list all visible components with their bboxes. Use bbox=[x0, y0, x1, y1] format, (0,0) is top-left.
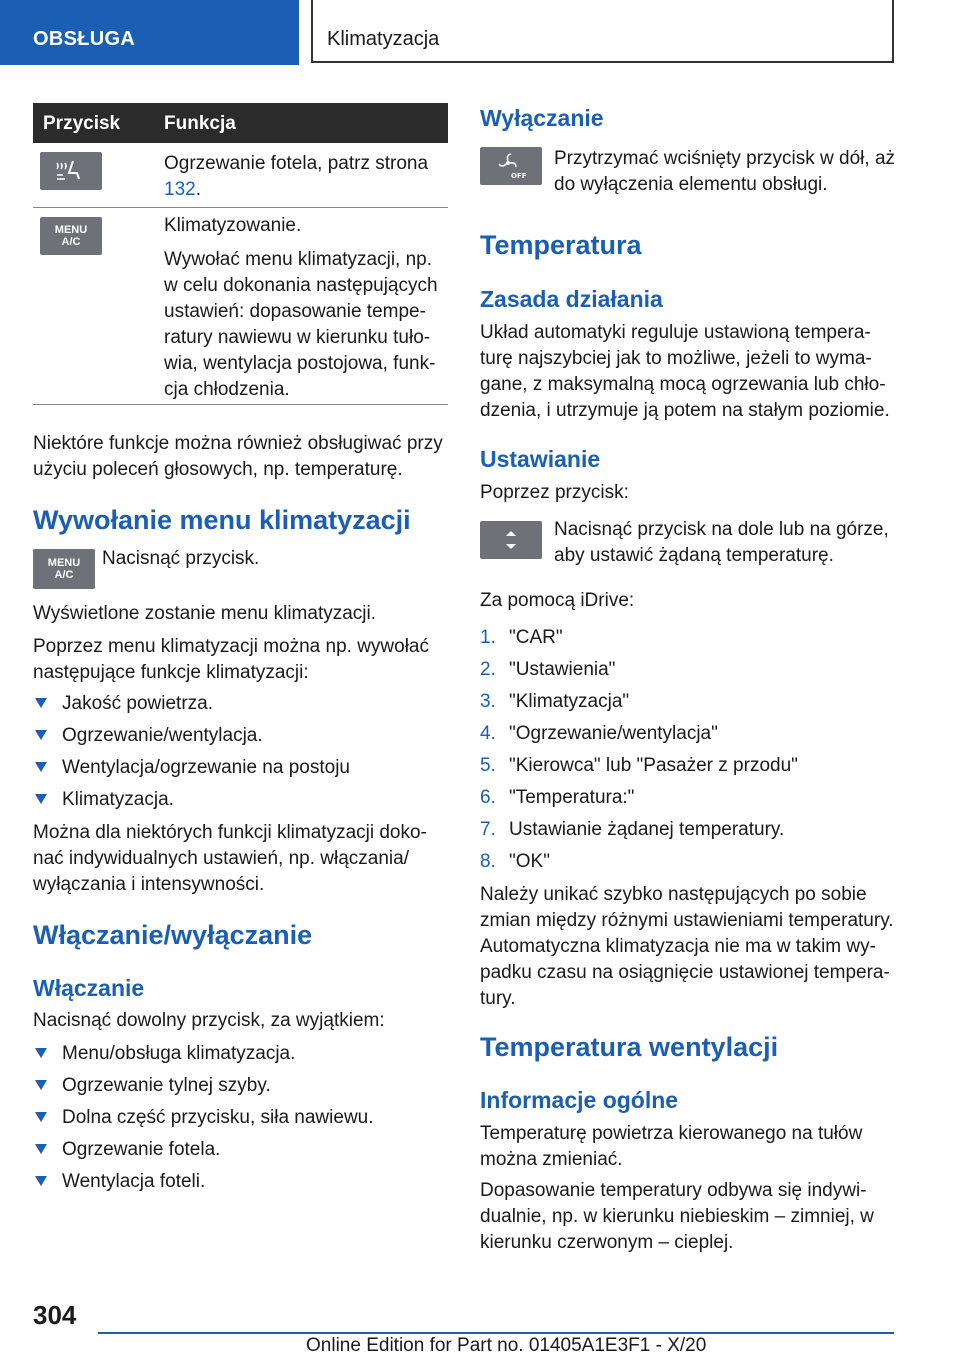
list-item: 1. "CAR" bbox=[480, 627, 563, 648]
page-number: 304 bbox=[33, 1300, 77, 1330]
footer-edition: Online Edition for Part no. 01405A1E3F1 - X/20 bbox=[306, 1335, 707, 1356]
via-idrive-text: Za pomocą iDrive: bbox=[480, 590, 635, 611]
bullet-triangle-icon bbox=[35, 762, 47, 772]
bullet-triangle-icon bbox=[35, 1144, 47, 1154]
list-item: 7. Ustawianie żądanej temperatury. bbox=[480, 819, 785, 840]
list-item: 6. "Temperatura:" bbox=[480, 787, 635, 808]
list-item: Dolna część przycisku, siła nawiewu. bbox=[33, 1105, 448, 1137]
list-item: 3. "Klimatyzacja" bbox=[480, 691, 630, 712]
seat-heating-button-icon bbox=[40, 152, 102, 190]
table-header bbox=[33, 103, 448, 143]
menu-ac-button-icon: MENU A/C bbox=[40, 217, 102, 255]
table-row-seat-heating: Ogrzewanie fotela, patrz strona 132. bbox=[164, 153, 429, 200]
individual-settings-text: Można dla niektórych funkcji klimatyzacji doko- nać indywidualnych ustawień, np. włączania/ wyłączania i intensywności. bbox=[33, 822, 427, 895]
heading-on-off: Włączanie/wyłączanie bbox=[33, 920, 313, 950]
adjust-text: Dopasowanie temperatury odbywa się indywi- dualnie, np. w kierunku niebieskim – zimniej, w kierunku czerwonym – cieplej. bbox=[480, 1180, 874, 1253]
bullet-triangle-icon bbox=[35, 794, 47, 804]
list-item: Wentylacja foteli. bbox=[33, 1169, 448, 1201]
bullet-triangle-icon bbox=[35, 1112, 47, 1122]
bullet-triangle-icon bbox=[35, 698, 47, 708]
voice-note: Niektóre funkcje można również obsługiwać przy użyciu poleceń głosowych, np. temperaturę. bbox=[33, 433, 443, 480]
list-item: Menu/obsługa klimatyzacja. bbox=[33, 1041, 448, 1073]
section-tab bbox=[0, 0, 299, 65]
menu-shown-text: Wyświetlone zostanie menu klimatyzacji. bbox=[33, 603, 377, 624]
section-title: OBSŁUGA bbox=[33, 28, 136, 50]
list-item: Wentylacja/ogrzewanie na postoju bbox=[33, 755, 448, 787]
menu-intro-text: Poprzez menu klimatyzacji można np. wywołać następujące funkcje klimatyzacji: bbox=[33, 636, 429, 683]
chapter-title: Klimatyzacja bbox=[327, 28, 440, 50]
avoid-text: Należy unikać szybko następujących po sobie zmian między różnymi ustawieniami temperatury. Automatyczna klimatyzacja nie ma w takim wy- padku czasu na osiągnięcie ustawionej tempera- tury. bbox=[480, 884, 894, 1009]
svg-text:OFF: OFF bbox=[511, 172, 527, 180]
on-text: Nacisnąć dowolny przycisk, za wyjątkiem: bbox=[33, 1010, 385, 1031]
via-button-text: Poprzez przycisk: bbox=[480, 482, 629, 503]
heading-general: Informacje ogólne bbox=[480, 1087, 679, 1113]
heading-on: Włączanie bbox=[33, 975, 145, 1001]
page-ref-link[interactable]: 132 bbox=[164, 179, 196, 200]
menu-functions-list bbox=[33, 691, 448, 819]
heading-setting: Ustawianie bbox=[480, 446, 601, 472]
table-col-button: Przycisk bbox=[43, 113, 121, 134]
heading-vent-temperature: Temperatura wentylacji bbox=[480, 1032, 779, 1062]
list-item: 2. "Ustawienia" bbox=[480, 659, 616, 680]
list-item: 4. "Ogrzewanie/wentylacja" bbox=[480, 723, 718, 744]
list-item: Ogrzewanie/wentylacja. bbox=[33, 723, 448, 755]
idrive-steps-list bbox=[480, 625, 896, 881]
heading-temperature: Temperatura bbox=[480, 230, 642, 260]
table-divider bbox=[33, 207, 448, 208]
press-updown-text: Nacisnąć przycisk na dole lub na górze, aby ustawić żądaną temperaturę. bbox=[554, 519, 889, 566]
list-item: Jakość powietrza. bbox=[33, 691, 448, 723]
list-item: 5. "Kierowca" lub "Pasażer z przodu" bbox=[480, 755, 798, 776]
general-text: Temperaturę powietrza kierowanego na tułów można zmieniać. bbox=[480, 1123, 863, 1170]
table-col-function: Funkcja bbox=[164, 113, 236, 134]
table-divider bbox=[33, 404, 448, 405]
heading-principle: Zasada działania bbox=[480, 286, 663, 312]
menu-press-text: Nacisnąć przycisk. bbox=[102, 548, 260, 569]
off-text: Przytrzymać wciśnięty przycisk w dół, aż do wyłączenia elementu obsługi. bbox=[554, 148, 896, 195]
list-item: Klimatyzacja. bbox=[33, 787, 448, 819]
table-row-air-conditioning: Klimatyzowanie. Wywołać menu klimatyzacji, np. w celu dokonania następujących ustawień: dopasowanie tempe- ratury nawiewu w kierunku tuło- wia, wentylacja postojowa, funk- cja chłodzenia. bbox=[164, 215, 438, 400]
principle-text: Układ automatyki reguluje ustawioną tempera- turę najszybciej jak to możliwe, jeżeli to wyma- gane, z maksymalną mocą ogrzewania lub chło- dzenia, i utrzymuje ją potem na stałym poziomie. bbox=[480, 322, 890, 421]
bullet-triangle-icon bbox=[35, 730, 47, 740]
bullet-triangle-icon bbox=[35, 1176, 47, 1186]
on-exceptions-list bbox=[33, 1041, 448, 1201]
bullet-triangle-icon bbox=[35, 1048, 47, 1058]
heading-off: Wyłączanie bbox=[480, 105, 604, 131]
list-item: Ogrzewanie fotela. bbox=[33, 1137, 448, 1169]
list-item: Ogrzewanie tylnej szyby. bbox=[33, 1073, 448, 1105]
fan-off-button-icon bbox=[480, 147, 542, 185]
temperature-updown-button-icon bbox=[480, 521, 542, 559]
heading-menu-call: Wywołanie menu klimatyzacji bbox=[33, 505, 411, 535]
list-item: 8. "OK" bbox=[480, 851, 550, 872]
bullet-triangle-icon bbox=[35, 1080, 47, 1090]
menu-ac-button-icon: MENU A/C bbox=[33, 549, 95, 589]
chapter-tab bbox=[311, 0, 894, 63]
